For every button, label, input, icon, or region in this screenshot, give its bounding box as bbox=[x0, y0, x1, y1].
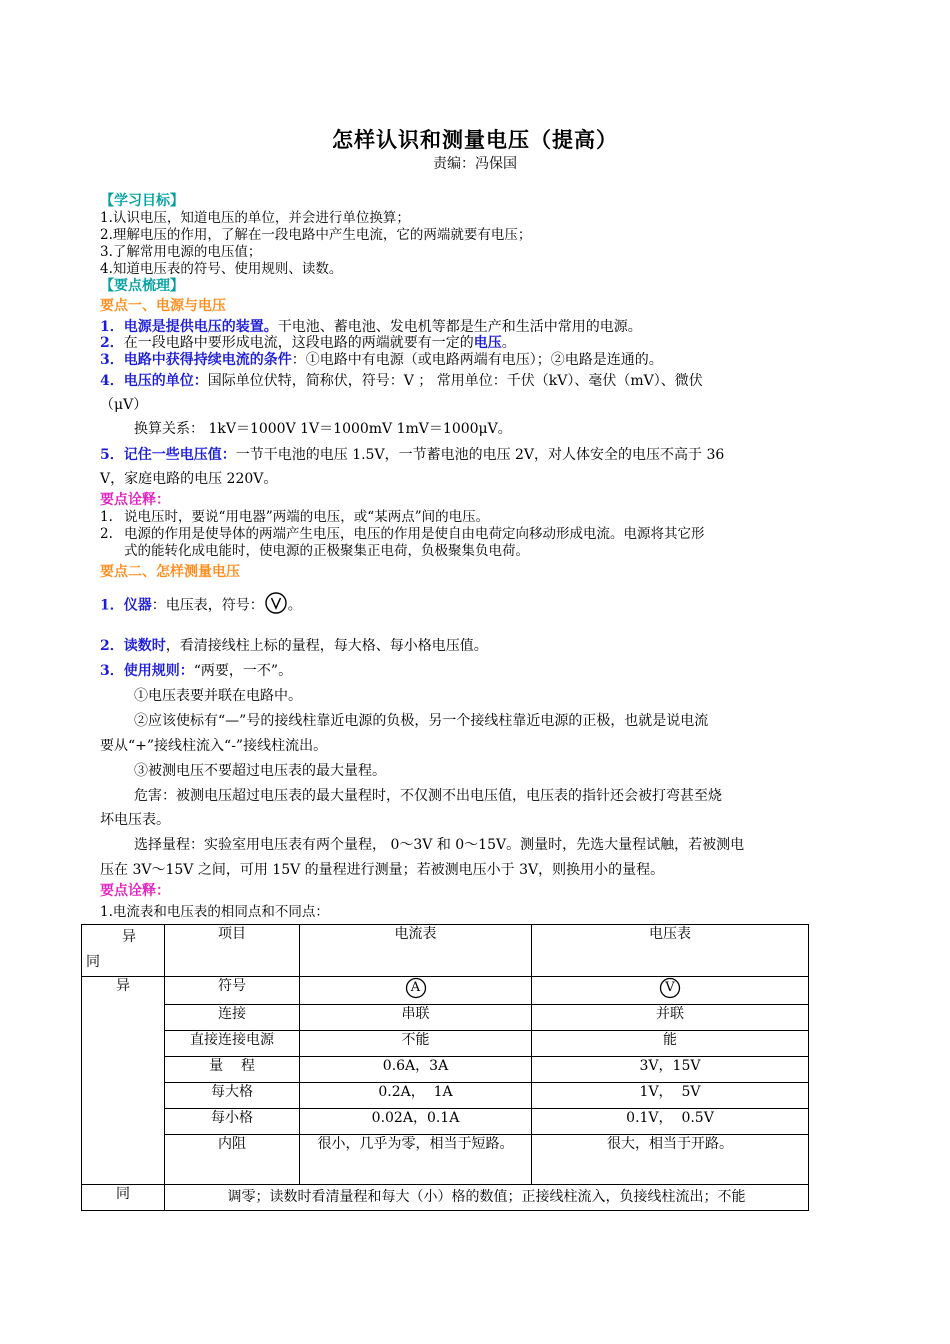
item-number: 3． bbox=[100, 352, 124, 368]
range-line: 选择量程：实验室用电压表有两个量程， 0～3V 和 0～15V。测量时，先选大量程试触，若被测电 bbox=[134, 837, 745, 853]
voltmeter-cell: 很大，相当于开路。 bbox=[532, 1135, 809, 1185]
point1-item-5 bbox=[100, 446, 724, 464]
rule-line: ③被测电压不要超过电压表的最大量程。 bbox=[134, 763, 386, 779]
same-text-cell: 调零；读数时看清量程和每大（小）格的数值；正接线柱流入，负接线柱流出；不能 bbox=[165, 1185, 809, 1211]
rule-line: 要从“+”接线柱流入“-”接线柱流出。 bbox=[100, 738, 328, 754]
table-row bbox=[82, 1185, 809, 1211]
table-row bbox=[82, 1057, 809, 1083]
voltmeter-cell: 1V， 5V bbox=[532, 1083, 809, 1109]
voltmeter-cell: 3V，15V bbox=[532, 1057, 809, 1083]
notes-heading: 要点诠释： bbox=[100, 492, 170, 508]
voltmeter-symbol-icon bbox=[264, 591, 288, 620]
item-number: 5． bbox=[100, 447, 124, 463]
item-text: ：①电路中有电源（或电路两端有电压）；②电路是连通的。 bbox=[291, 352, 663, 368]
point1-item-2 bbox=[100, 334, 516, 352]
range-line: 压在 3V～15V 之间，可用 15V 的量程进行测量；若被测电压小于 3V，则换用小的量程。 bbox=[100, 862, 665, 878]
point2-heading: 要点二、怎样测量电压 bbox=[100, 564, 240, 580]
corner-cell: 异 同 bbox=[82, 925, 165, 977]
key-phrase: 电压的单位： bbox=[123, 373, 208, 389]
item-cell: 连接 bbox=[165, 1005, 300, 1031]
item-number: 1． bbox=[100, 319, 124, 335]
point2-item-3: 3．使用规则：“两要，一不”。 bbox=[100, 663, 293, 679]
ammeter-cell: 很小，几乎为零，相当于短路。 bbox=[300, 1135, 532, 1185]
point2-item-2: 2．读数时，看清接线柱上标的量程，每大格、每小格电压值。 bbox=[100, 638, 488, 654]
ammeter-cell: 0.6A，3A bbox=[300, 1057, 532, 1083]
item-cell: 每小格 bbox=[165, 1109, 300, 1135]
hazard-line: 危害：被测电压超过电压表的最大量程时，不仅测不出电压值，电压表的指针还会被打弯甚至烧 bbox=[134, 788, 722, 804]
point1-item-4 bbox=[100, 372, 703, 390]
note-item: 1. 说电压时，要说“用电器”两端的电压，或“某两点”间的电压。 bbox=[100, 509, 490, 525]
item-cell: 量 程 bbox=[165, 1057, 300, 1083]
voltmeter-cell: 并联 bbox=[532, 1005, 809, 1031]
item-text: 一节干电池的电压 1.5V，一节蓄电池的电压 2V，对人体安全的电压不高于 36 bbox=[235, 447, 725, 463]
item-cell: 内阻 bbox=[165, 1135, 300, 1185]
voltmeter-cell: 0.1V， 0.5V bbox=[532, 1109, 809, 1135]
item-cell: 每大格 bbox=[165, 1083, 300, 1109]
ammeter-symbol-icon: A bbox=[405, 977, 427, 999]
table-row bbox=[82, 977, 809, 1005]
table-header-row bbox=[82, 925, 809, 977]
item-number: 2． bbox=[100, 335, 124, 351]
rule-line: ①电压表要并联在电路中。 bbox=[134, 688, 302, 704]
goals-heading: 【学习目标】 bbox=[100, 193, 184, 209]
unit-conversion: 换算关系： 1kV＝1000V 1V＝1000mV 1mV＝1000μV。 bbox=[134, 421, 512, 437]
table-row bbox=[82, 1109, 809, 1135]
editor-line: 责编：冯保国 bbox=[433, 156, 517, 172]
point2-item-1: 1．仪器：电压表，符号： 。 bbox=[100, 591, 302, 620]
item-text: 国际单位伏特，简称伏，符号：V ； 常用单位：千伏（kV）、毫伏（mV）、微伏 bbox=[207, 373, 703, 389]
voltmeter-symbol-icon: V bbox=[659, 977, 681, 999]
point1-item-3 bbox=[100, 351, 663, 369]
point1-heading: 要点一、电源与电压 bbox=[100, 298, 226, 314]
key-phrase: 电源是提供电压的装置。 bbox=[123, 319, 278, 335]
ammeter-cell: 0.2A， 1A bbox=[300, 1083, 532, 1109]
review-heading: 【要点梳理】 bbox=[100, 278, 184, 294]
table-caption: 1.电流表和电压表的相同点和不同点： bbox=[100, 904, 329, 920]
table-row bbox=[82, 1031, 809, 1057]
comparison-table bbox=[81, 924, 809, 1211]
item-cell: 符号 bbox=[165, 977, 300, 1005]
goal-item: 3.了解常用电源的电压值； bbox=[100, 244, 262, 260]
ammeter-cell: 串联 bbox=[300, 1005, 532, 1031]
key-phrase: 电压 bbox=[473, 335, 502, 351]
note-item: 2. 电源的作用是使导体的两端产生电压，电压的作用是使自由电荷定向移动形成电流。电源将其它形 bbox=[100, 526, 705, 542]
diff-label-cell: 异 bbox=[82, 977, 165, 1185]
same-label-cell: 同 bbox=[82, 1185, 165, 1211]
item-text: 在一段电路中要形成电流，这段电路的两端就要有一定的 bbox=[123, 335, 474, 351]
rule-line: ②应该使标有“—”号的接线柱靠近电源的负极，另一个接线柱靠近电源的正极，也就是说电流 bbox=[134, 713, 709, 729]
ammeter-cell: 不能 bbox=[300, 1031, 532, 1057]
header-cell: 电流表 bbox=[300, 925, 532, 977]
item-text-continued: （μV） bbox=[100, 397, 148, 413]
key-phrase: 记住一些电压值： bbox=[123, 447, 236, 463]
page-title: 怎样认识和测量电压（提高） bbox=[332, 127, 618, 152]
table-row bbox=[82, 1005, 809, 1031]
key-phrase: 电路中获得持续电流的条件 bbox=[123, 352, 292, 368]
ammeter-symbol-cell bbox=[300, 977, 532, 1005]
hazard-line: 坏电压表。 bbox=[100, 812, 170, 828]
item-number: 4． bbox=[100, 373, 124, 389]
item-text: 。 bbox=[501, 335, 516, 351]
goal-item: 2.理解电压的作用，了解在一段电路中产生电流，它的两端就要有电压； bbox=[100, 227, 532, 243]
item-cell: 直接连接电源 bbox=[165, 1031, 300, 1057]
table-row bbox=[82, 1135, 809, 1185]
goal-item: 4.知道电压表的符号、使用规则、读数。 bbox=[100, 261, 343, 277]
ammeter-cell: 0.02A，0.1A bbox=[300, 1109, 532, 1135]
table-row bbox=[82, 1083, 809, 1109]
note-item-continued: 式的能转化成电能时，使电源的正极聚集正电荷，负极聚集负电荷。 bbox=[124, 543, 529, 559]
header-cell: 电压表 bbox=[532, 925, 809, 977]
item-text: 干电池、蓄电池、发电机等都是生产和生活中常用的电源。 bbox=[277, 319, 642, 335]
item-text-continued: V，家庭电路的电压 220V。 bbox=[100, 471, 278, 487]
notes-heading: 要点诠释： bbox=[100, 883, 170, 899]
header-cell: 项目 bbox=[165, 925, 300, 977]
voltmeter-symbol-cell bbox=[532, 977, 809, 1005]
goal-item: 1.认识电压，知道电压的单位，并会进行单位换算； bbox=[100, 210, 410, 226]
voltmeter-cell: 能 bbox=[532, 1031, 809, 1057]
